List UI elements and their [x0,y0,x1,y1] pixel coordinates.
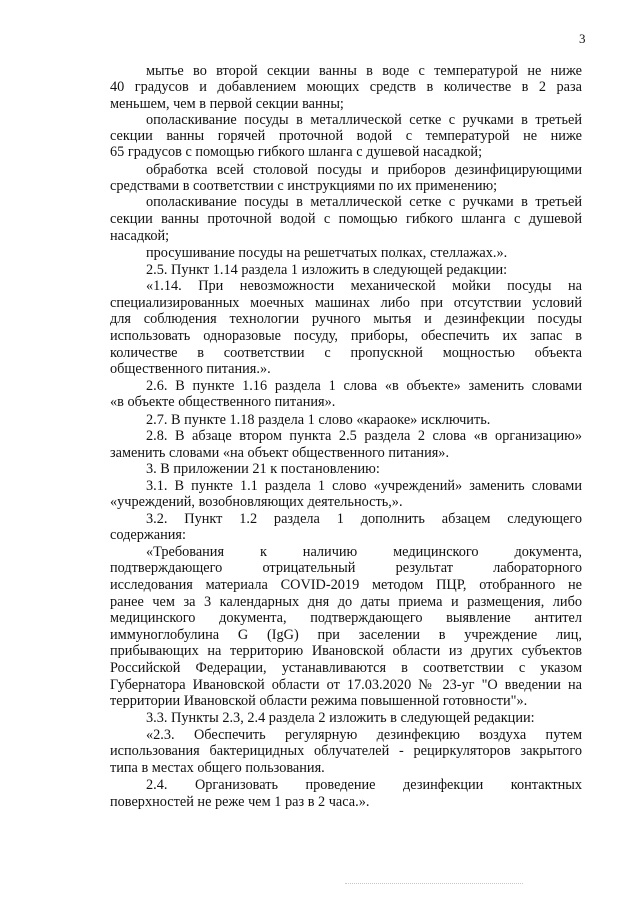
page-number: 3 [579,31,586,46]
scan-noise [345,883,523,888]
text-line: поверхностей не реже чем 1 раз в 2 часа.». [110,794,370,810]
text-line: 3. В приложении 21 к постановлению: [146,461,380,477]
text-line: «2.3. Обеспечить регулярную дезинфекцию воздуха путем [146,727,582,743]
text-line: территории Ивановской области режима повышенной готовности"». [110,693,528,709]
text-line: заменить словами «на объект общественного питания». [110,445,450,461]
text-line: исследования материала COVID-2019 методом ПЦР, отобранного не [110,577,582,593]
text-line: насадкой; [110,228,170,244]
text-line: 40 градусов и добавлением моющих средств в количестве в 2 раза [110,79,582,95]
text-line: ополаскивание посуды в металлической сетке с ручками в третьей [146,112,582,128]
text-line: 2.5. Пункт 1.14 раздела 1 изложить в следующей редакции: [146,262,508,278]
text-line: секции ванны проточной водой с помощью гибкого шланга с душевой [110,211,582,227]
text-line: Российской Федерации, устанавливаются в соответствии с указом [110,660,582,676]
text-line: средствами в соответствии с инструкциями по их применению; [110,178,498,194]
text-line: ранее чем за 3 календарных дня до даты приема и размещения, либо [110,594,582,610]
text-line: обработка всей столовой посуды и приборов дезинфицирующими [146,162,582,178]
text-line: подтверждающего отрицательный результат лабораторного [110,560,582,576]
text-line: «в объекте общественного питания». [110,394,336,410]
text-line: 3.2. Пункт 1.2 раздела 1 дополнить абзацем следующего [146,511,582,527]
text-line: просушивание посуды на решетчатых полках, стеллажах.». [146,245,508,261]
text-line: «учреждений, возобновляющих деятельность,». [110,494,403,510]
text-line: «1.14. При невозможности механической мойки посуды на [146,278,582,294]
text-line: 2.4. Организовать проведение дезинфекции контактных [146,777,582,793]
text-line: 3.1. В пункте 1.1 раздела 1 слово «учреждений» заменить словами [146,478,582,494]
text-line: меньшем, чем в первой секции ванны; [110,96,344,112]
text-line: для соблюдения технологии ручного мытья и дезинфекции посуды [110,311,582,327]
text-line: 2.6. В пункте 1.16 раздела 1 слова «в объекте» заменить словами [146,378,582,394]
text-line: использования бактерицидных облучателей - рециркуляторов закрытого [110,743,582,759]
text-line: иммуноглобулина G (IgG) при заселении в учреждение лиц, [110,627,582,643]
text-line: содержания: [110,527,186,543]
text-line: секции ванны горячей проточной водой с температурой не ниже [110,128,582,144]
text-line: Губернатора Ивановской области от 17.03.2020 № 23-уг "О введении на [110,677,582,693]
text-line: типа в местах общего пользования. [110,760,325,776]
text-line: «Требования к наличию медицинского документа, [146,544,582,560]
text-line: 2.7. В пункте 1.18 раздела 1 слово «караоке» исключить. [146,412,491,428]
text-line: медицинского документа, подтверждающего выявление антител [110,610,582,626]
text-line: ополаскивание посуды в металлической сетке с ручками в третьей [146,194,582,210]
text-line: количестве в соответствии с пропускной мощностью объекта [110,345,582,361]
text-line: использовать одноразовые посуду, приборы, обеспечить их запас в [110,328,582,344]
text-line: мытье во второй секции ванны в воде с температурой не ниже [146,63,582,79]
text-line: специализированных моечных машинах либо при отсутствии условий [110,295,582,311]
text-line: 3.3. Пункты 2.3, 2.4 раздела 2 изложить в следующей редакции: [146,710,535,726]
text-line: 65 градусов с помощью гибкого шланга с душевой насадкой; [110,144,483,160]
text-line: прибывающих на территорию Ивановской области из других субъектов [110,643,582,659]
text-line: 2.8. В абзаце втором пункта 2.5 раздела 2 слова «в организацию» [146,428,582,444]
text-line: общественного питания.». [110,361,271,377]
